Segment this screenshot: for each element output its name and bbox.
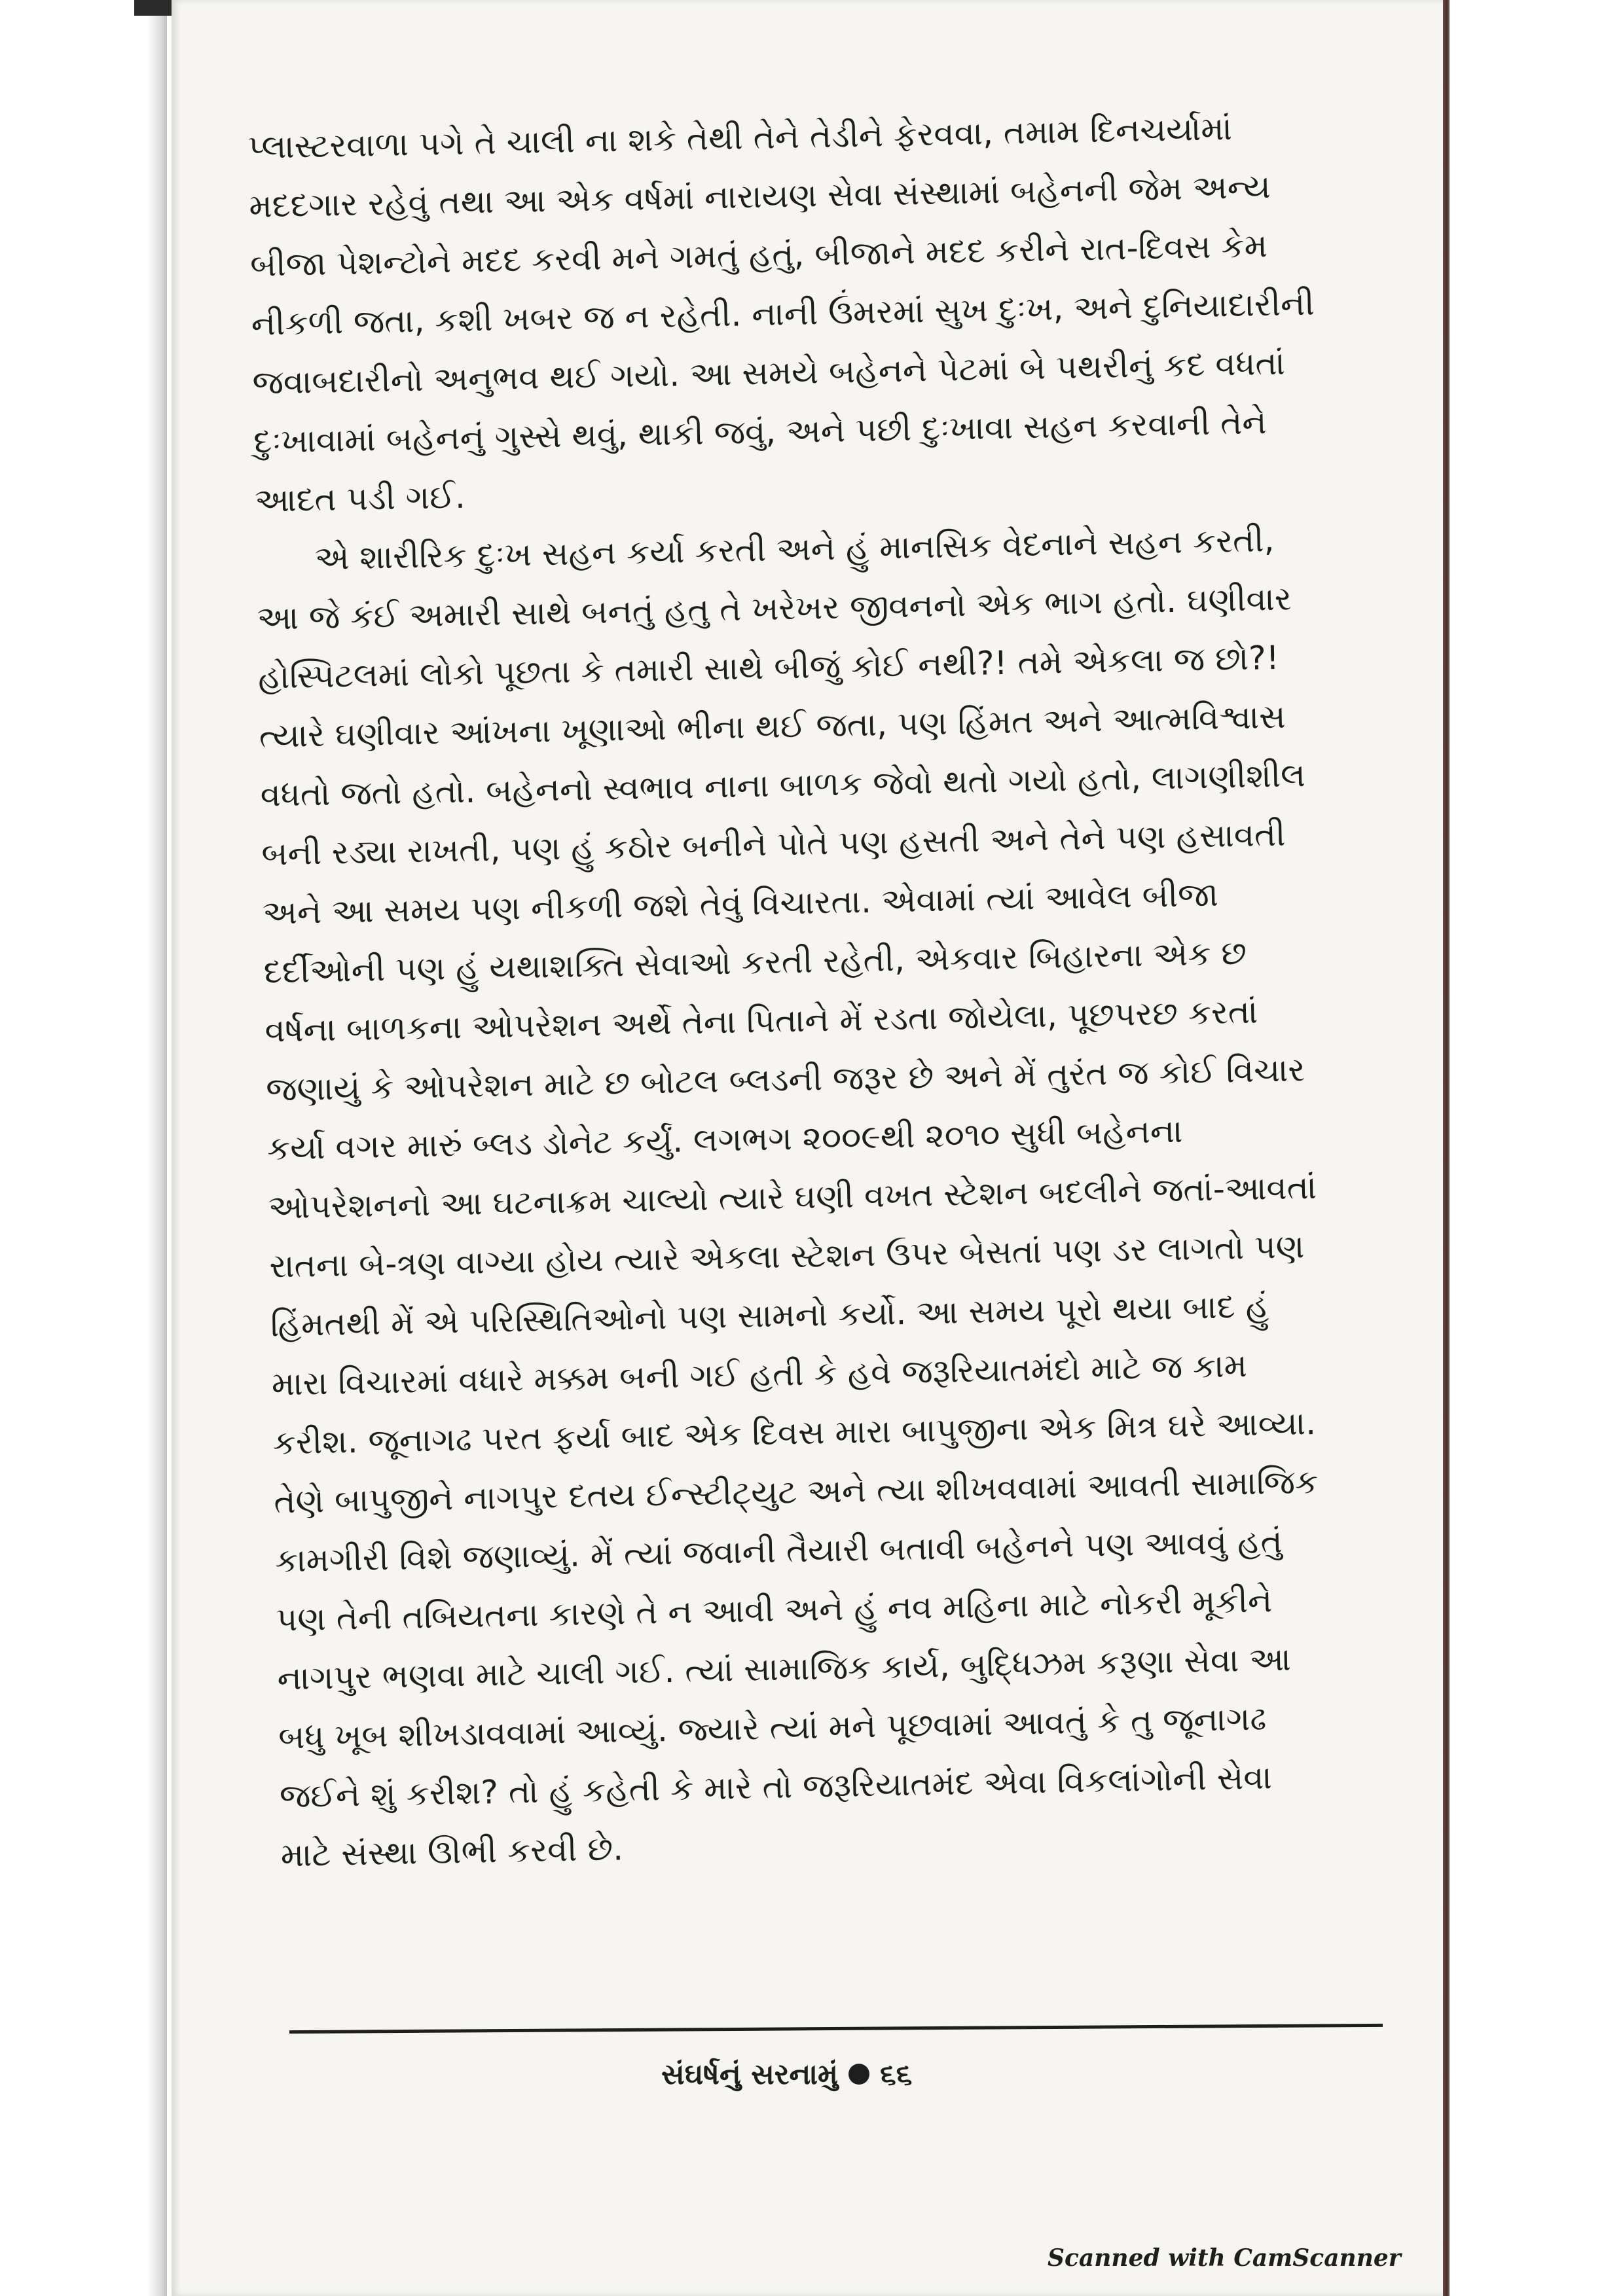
text-line: તેણે બાપુજીને નાગપુર દતય ઈન્સ્ટીટ્યુટ અને ત્યા શીખવવામાં આવતી સામાજિક <box>273 1462 1319 1521</box>
text-line: મદદગાર રહેવું તથા આ એક વર્ષમાં નારાયણ સેવા સંસ્થામાં બહેનની જેમ અન્ય <box>248 168 1271 225</box>
page-number: ૬૬ <box>880 2058 913 2091</box>
text-line: હોસ્પિટલમાં લોકો પૂછતા કે તમારી સાથે બીજું કોઈ નથી?! તમે એકલા જ છો?! <box>257 638 1280 696</box>
text-line: જણાયું કે ઓપરેશન માટે છ બોટલ બ્લડની જરૂર છે અને મેં તુરંત જ કોઈ વિચાર <box>265 1050 1305 1109</box>
scan-background-right <box>1450 0 1623 2296</box>
text-line: મારા વિચારમાં વધારે મક્કમ બની ગઈ હતી કે હવે જરૂરિયાતમંદો માટે જ કામ <box>271 1346 1248 1403</box>
text-line: ત્યારે ઘણીવાર આંખના ખૂણાઓ ભીના થઈ જતા, પણ હિંમત અને આત્મવિશ્વાસ <box>259 697 1286 755</box>
text-line: અને આ સમય પણ નીકળી જશે તેવું વિચારતા. એવામાં ત્યાં આવેલ બીજા <box>262 875 1219 932</box>
text-line: વર્ષના બાળકના ઓપરેશન અર્થે તેના પિતાને મેં રડતા જોયેલા, પૂછપરછ કરતાં <box>264 992 1258 1050</box>
text-line: કર્યા વગર મારું બ્લડ ડોનેટ કર્યું. લગભગ ૨૦૦૯થી ૨૦૧૦ સુધી બહેનના <box>266 1111 1183 1168</box>
text-line: દર્દીઓની પણ હું યથાશક્તિ સેવાઓ કરતી રહેતી, એકવાર બિહારના એક છ <box>263 933 1247 991</box>
text-line: આ જે કંઈ અમારી સાથે બનતું હતુ તે ખરેખર જીવનનો એક ભાગ હતો. ઘણીવાર <box>256 579 1292 637</box>
text-line: વધતો જતો હતો. બહેનનો સ્વભાવ નાના બાળક જેવો થતો ગયો હતો, લાગણીશીલ <box>260 756 1306 814</box>
text-line: પ્લાસ્ટરવાળા પગે તે ચાલી ના શકે તેથી તેને તેડીને ફેરવવા, તમામ દિનચર્યામાં <box>247 109 1233 166</box>
book-binding-edge <box>1443 0 1450 2296</box>
paragraph-start-line: એ શારીરિક દુઃખ સહન કર્યા કરતી અને હું માનસિક વેદનાને સહન કરતી, <box>314 521 1275 578</box>
scan-background-left <box>0 0 167 2296</box>
page-footer <box>661 2052 1054 2098</box>
text-line: બની રડ્યા રાખતી, પણ હું કઠોર બનીને પોતે પણ હસતી અને તેને પણ હસાવતી <box>261 815 1286 873</box>
text-line: નીકળી જતા, કશી ખબર જ ન રહેતી. નાની ઉંમરમાં સુખ દુઃખ, અને દુનિયાદારીની <box>251 284 1315 343</box>
text-line: પણ તેની તબિયતના કારણે તે ન આવી અને હું નવ મહિના માટે નોકરી મૂકીને <box>276 1581 1273 1639</box>
text-line: હિંમતથી મેં એ પરિસ્થિતિઓનો પણ સામનો કર્યો. આ સમય પૂરો થયા બાદ હું <box>270 1287 1269 1344</box>
text-line: જઈને શું કરીશ? તો હું કહેતી કે મારે તો જરૂરિયાતમંદ એવા વિકલાંગોની સેવા <box>279 1758 1273 1816</box>
text-line: જવાબદારીનો અનુભવ થઈ ગયો. આ સમયે બહેનને પેટમાં બે પથરીનું કદ વધતાં <box>252 344 1286 402</box>
bullet-dot-icon <box>848 2064 869 2085</box>
text-line: માટે સંસ્થા ઊભી કરવી છે. <box>280 1829 624 1874</box>
text-line: આદત પડી ગઈ. <box>254 477 466 520</box>
book-title: સંઘર્ષનું સરનામું <box>661 2058 839 2091</box>
text-line: નાગપુર ભણવા માટે ચાલી ગઈ. ત્યાં સામાજિક કાર્ય, બુદ્ધિઝમ કરૂણા સેવા આ <box>277 1640 1292 1698</box>
text-line: બધુ ખૂબ શીખડાવવામાં આવ્યું. જ્યારે ત્યાં મને પૂછવામાં આવતું કે તુ જૂનાગઢ <box>278 1699 1267 1757</box>
text-line: કામગીરી વિશે જણાવ્યું. મેં ત્યાં જવાની તૈયારી બતાવી બહેનને પણ આવવું હતું <box>274 1522 1283 1580</box>
text-line: દુઃખાવામાં બહેનનું ગુસ્સે થવું, થાકી જવું, અને પછી દુઃખાવા સહન કરવાની તેને <box>253 403 1267 461</box>
text-line: બીજા પેશન્ટોને મદદ કરવી મને ગમતું હતું, બીજાને મદદ કરીને રાત-દિવસ કેમ <box>249 226 1268 284</box>
text-line: કરીશ. જૂનાગઢ પરત ફર્યા બાદ એક દિવસ મારા બાપુજીના એક મિત્ર ઘરે આવ્યા. <box>272 1404 1317 1462</box>
text-line: ઓપરેશનનો આ ઘટનાક્રમ ચાલ્યો ત્યારે ઘણી વખત સ્ટેશન બદલીને જતાં-આવતાં <box>268 1168 1317 1227</box>
scanner-watermark: Scanned with CamScanner <box>1048 2244 1401 2272</box>
text-line: રાતના બે-ત્રણ વાગ્યા હોય ત્યારે એકલા સ્ટેશન ઉપર બેસતાં પણ ડર લાગતો પણ <box>268 1227 1305 1285</box>
